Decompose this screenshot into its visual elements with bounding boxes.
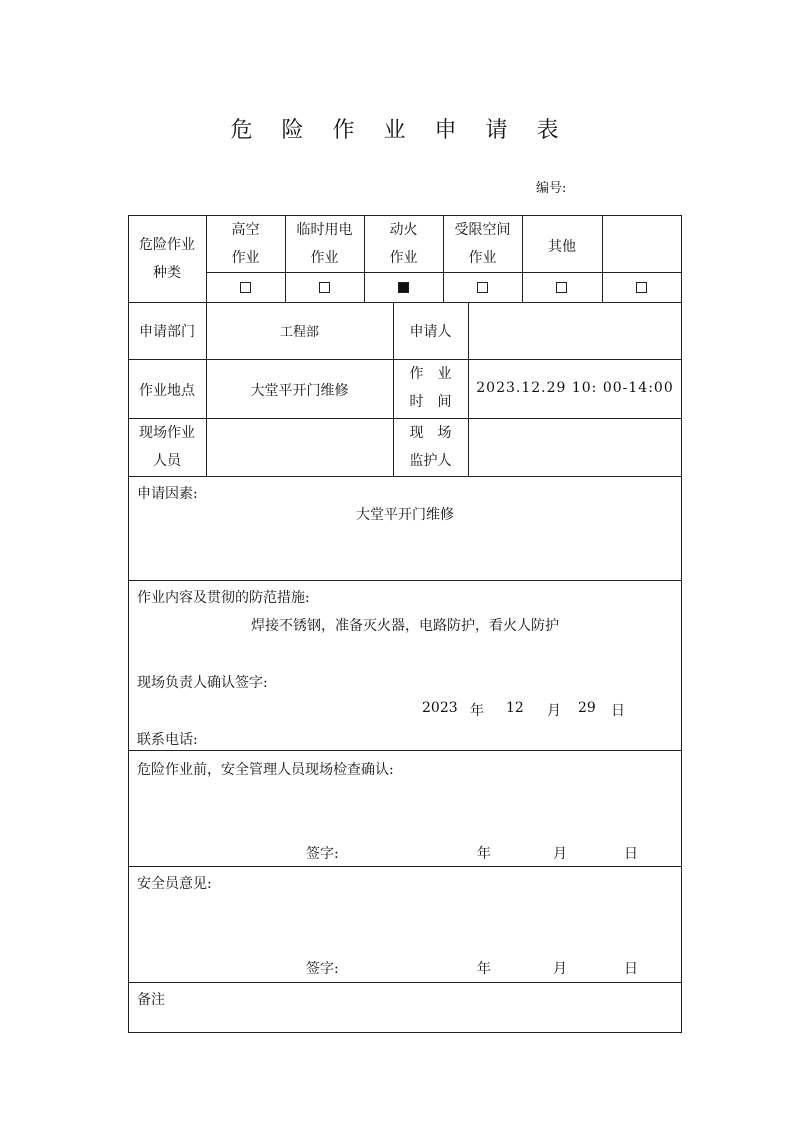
grid-line <box>128 580 682 581</box>
work-type-hot-work: 动火 作业 <box>389 222 418 266</box>
grid-line <box>602 215 603 302</box>
grid-line <box>128 302 682 303</box>
safety-opinion-label: 安全员意见: <box>137 876 212 892</box>
safety-opinion-month-label: 月 <box>553 961 567 977</box>
work-type-label: 危险作业 种类 <box>139 237 195 281</box>
location-value: 大堂平开门维修 <box>250 383 349 399</box>
responsible-sign-label: 现场负责人确认签字: <box>137 675 268 691</box>
work-type-temp-electricity: 临时用电 作业 <box>296 222 353 266</box>
date-day: 29 <box>578 700 596 716</box>
work-type-confined-space: 受限空间 作业 <box>454 222 511 266</box>
grid-line <box>206 272 682 273</box>
applicant-label: 申请人 <box>409 324 452 340</box>
checkbox-temp-electricity[interactable] <box>319 282 330 293</box>
reason-label: 申请因素: <box>137 486 198 502</box>
work-time-value: 2023.12.29 10: 00-14:00 <box>476 380 674 396</box>
apply-dept-value: 工程部 <box>279 325 319 340</box>
grid-line <box>128 866 682 867</box>
content-label: 作业内容及贯彻的防范措施: <box>137 590 310 606</box>
day-label: 日 <box>611 703 625 719</box>
grid-line <box>128 982 682 983</box>
work-time-label: 作 业 时 间 <box>409 366 452 410</box>
apply-dept-label: 申请部门 <box>139 324 195 340</box>
site-workers-label: 现场作业 人员 <box>139 425 195 469</box>
safety-opinion-day-label: 日 <box>624 961 638 977</box>
checkbox-other[interactable] <box>556 282 567 293</box>
grid-line <box>522 215 523 302</box>
date-year: 2023 <box>422 700 458 716</box>
safety-opinion-sign-label: 签字: <box>306 961 339 977</box>
safety-check-label: 危险作业前，安全管理人员现场检查确认: <box>137 762 394 778</box>
reason-value: 大堂平开门维修 <box>356 507 454 523</box>
site-guardian-label: 现 场 监护人 <box>409 425 452 469</box>
safety-check-day-label: 日 <box>624 846 638 862</box>
safety-check-year-label: 年 <box>477 846 491 862</box>
safety-opinion-year-label: 年 <box>477 961 491 977</box>
date-month: 12 <box>506 700 524 716</box>
document-title: 危 险 作 业 申 请 表 <box>230 118 570 143</box>
checkbox-extra[interactable] <box>636 282 647 293</box>
checkbox-confined-space[interactable] <box>477 282 488 293</box>
phone-label: 联系电话: <box>137 732 198 748</box>
safety-check-month-label: 月 <box>553 846 567 862</box>
serial-number-label: 编号: <box>536 181 567 196</box>
grid-line <box>128 750 682 751</box>
checkbox-high-altitude[interactable] <box>240 282 251 293</box>
work-type-high-altitude: 高空 作业 <box>231 222 260 266</box>
grid-line <box>128 476 682 477</box>
work-type-other: 其他 <box>548 239 576 255</box>
year-label: 年 <box>470 703 484 719</box>
content-value: 焊接不锈钢，准备灭火器，电路防护，看火人防护 <box>251 618 559 634</box>
safety-check-sign-label: 签字: <box>306 846 339 862</box>
month-label: 月 <box>547 703 561 719</box>
checkbox-hot-work[interactable] <box>398 282 409 293</box>
remarks-label: 备注 <box>137 992 165 1008</box>
location-label: 作业地点 <box>139 383 195 399</box>
